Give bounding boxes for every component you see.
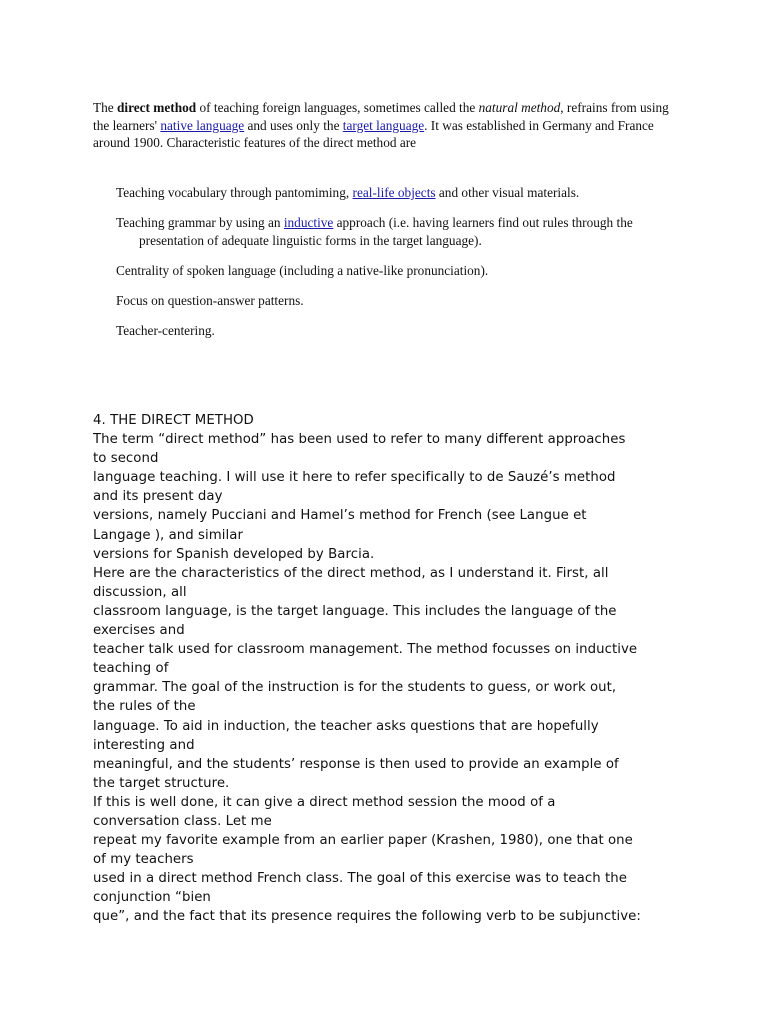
inductive-link[interactable]: inductive <box>283 215 334 230</box>
section-text-line: interesting and <box>93 737 195 753</box>
feature-item-grammar <box>116 214 676 249</box>
intro-text-4: and uses only the <box>244 117 343 133</box>
section-text-line: teaching of <box>93 661 169 677</box>
intro-text-5: . It was established in Germany and France around 1900. Characteristic features of the direct method are <box>93 117 654 150</box>
feature-item-teacher-centering: Teacher-centering. <box>116 322 215 338</box>
feature-item-question-answer: Focus on question-answer patterns. <box>116 292 304 308</box>
feature-text: approach (i.e. having learners find out rules through the presentation of adequate linguistic forms in the target language). <box>139 215 633 248</box>
feature-text: Teaching grammar by using an <box>116 215 284 230</box>
section-text-line: the target structure. <box>93 775 230 791</box>
intro-paragraph <box>93 99 683 152</box>
section-text-line: The term “direct method” has been used to refer to many different approaches <box>93 432 626 448</box>
section-text-line: conversation class. Let me <box>93 813 272 829</box>
section-text-line: exercises and <box>93 623 185 639</box>
section-text-line: conjunction “bien <box>93 890 211 906</box>
section-text-line: to second <box>93 451 159 467</box>
section-text-line: Here are the characteristics of the direct method, as I understand it. First, all <box>93 565 609 581</box>
natural-method-term: natural method <box>478 100 561 115</box>
section-text-line: language teaching. I will use it here to refer specifically to de Sauzé’s method <box>93 470 616 486</box>
section-text-line: versions, namely Pucciani and Hamel’s method for French (see Langue et <box>93 508 587 524</box>
section-text-line: If this is well done, it can give a direct method session the mood of a <box>93 794 556 810</box>
feature-item-spoken-language: Centrality of spoken language (including a native-like pronunciation). <box>116 262 489 278</box>
target-language-link[interactable]: target language <box>342 117 425 133</box>
intro-text-2: of teaching foreign languages, sometimes called the <box>196 100 479 115</box>
feature-text: and other visual materials. <box>435 185 580 200</box>
section-text-line: and its present day <box>93 489 223 505</box>
features-list <box>116 184 676 339</box>
section-text-line: meaningful, and the students’ response is then used to provide an example of <box>93 756 619 772</box>
section-text-line: classroom language, is the target language. This includes the language of the <box>93 603 617 619</box>
section-text-line: versions for Spanish developed by Barcia. <box>93 546 375 562</box>
section-text-line: language. To aid in induction, the teacher asks questions that are hopefully <box>93 718 599 734</box>
section-text-line: que”, and the fact that its presence requires the following verb to be subjunctive: <box>93 909 641 925</box>
section-text-line: Langage ), and similar <box>93 527 243 543</box>
intro-text-3: , refrains from using the learners' <box>93 100 669 133</box>
real-life-objects-link[interactable]: real-life objects <box>352 185 436 200</box>
section-text-line: the rules of the <box>93 699 196 715</box>
section-text-line: discussion, all <box>93 584 187 600</box>
native-language-link[interactable]: native language <box>160 117 245 133</box>
direct-method-term: direct method <box>117 100 197 115</box>
section-text-line: repeat my favorite example from an earlier paper (Krashen, 1980), one that one <box>93 833 633 849</box>
section-heading: 4. THE DIRECT METHOD <box>93 413 254 428</box>
section-text-line: of my teachers <box>93 852 194 868</box>
section-text-line: used in a direct method French class. The goal of this exercise was to teach the <box>93 871 627 887</box>
section-text-line: grammar. The goal of the instruction is for the students to guess, or work out, <box>93 680 617 696</box>
direct-method-section <box>93 411 713 927</box>
intro-text-1: The <box>93 100 117 115</box>
section-text-line: teacher talk used for classroom management. The method focusses on inductive <box>93 642 638 658</box>
feature-text: Teaching vocabulary through pantomiming, <box>116 185 353 200</box>
feature-item-vocabulary <box>116 184 676 202</box>
